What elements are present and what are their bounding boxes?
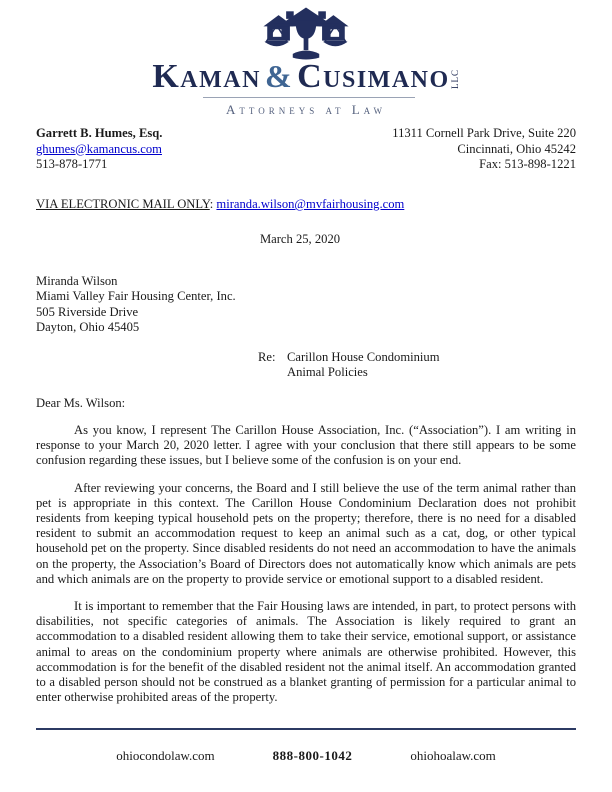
firm-name-second: Cusimano — [297, 58, 450, 95]
footer-divider — [36, 728, 576, 730]
firm-address — [392, 126, 576, 173]
attorney-name: Garrett B. Humes, Esq. — [36, 126, 163, 140]
subject-lines — [287, 350, 440, 381]
firm-address-line2: Cincinnati, Ohio 45242 — [457, 141, 576, 156]
footer-website-right: ohiohoalaw.com — [410, 748, 496, 763]
delivery-method-label: VIA ELECTRONIC MAIL ONLY — [36, 197, 210, 211]
delivery-method-line — [36, 197, 404, 212]
recipient-name: Miranda Wilson — [36, 274, 118, 288]
letter-date: March 25, 2020 — [259, 232, 341, 246]
delivery-separator: : — [209, 197, 217, 211]
firm-address-line1: 11311 Cornell Park Drive, Suite 220 — [392, 126, 576, 140]
firm-ampersand: & — [264, 58, 294, 94]
attorney-contact — [36, 126, 162, 173]
footer-website-left: ohiocondolaw.com — [116, 748, 215, 763]
body-paragraph-2: After reviewing your concerns, the Board and I still believe the use of the term animal rather than pet is appropriate in this context. The Carillon House Condominium Declaration does not prohibit residents from keeping typical household pets on the property; therefore, there is no need for a disabled resident to submit an accommodation request to keep an animal such as a cat, dog, or other typical household pet on the property. Since disabled residents do not need an accommodation to have the animals on the property, the Association’s Board of Directors does not automatically know which animals are pets and which animals are on the property to provide service or emotional support to a disabled resident. — [36, 480, 576, 586]
contact-block — [36, 126, 576, 173]
recipient-address-block — [36, 274, 236, 335]
firm-name — [0, 58, 612, 96]
recipient-city: Dayton, Ohio 45405 — [36, 319, 140, 334]
subject-label: Re: — [258, 350, 276, 364]
subject-line2: Animal Policies — [287, 365, 368, 380]
salutation: Dear Ms. Wilson: — [36, 396, 126, 410]
firm-suffix-llc: LLC — [449, 69, 460, 89]
letter-body — [36, 423, 576, 717]
firm-tagline: Attorneys at Law — [226, 102, 386, 117]
recipient-email-link[interactable]: miranda.wilson@mvfairhousing.com — [216, 197, 405, 211]
firm-fax: Fax: 513-898-1221 — [479, 157, 576, 171]
attorney-email-link[interactable]: ghumes@kamancus.com — [36, 141, 162, 156]
footer-phone: 888-800-1042 — [272, 748, 353, 763]
recipient-organization: Miami Valley Fair Housing Center, Inc. — [36, 289, 236, 304]
firm-name-first: Kaman — [152, 58, 261, 95]
letterhead-divider — [203, 97, 415, 98]
subject-block — [258, 350, 440, 381]
body-paragraph-1: As you know, I represent The Carillon House Association, Inc. (“Association”). I am writing in response to your March 20, 2020 letter. I agree with your conclusion that there still appears to be some confusion regarding these issues, but I believe some of the confusion is on your end. — [36, 423, 576, 468]
footer — [36, 748, 576, 764]
subject-line1: Carillon House Condominium — [287, 350, 440, 364]
body-paragraph-3: It is important to remember that the Fair Housing laws are intended, in part, to protect persons with disabilities, not specific categories of animals. The Association is likely required to grant an accommodation to a disabled resident allowing them to take their service, emotional support, or assistance animal to areas on the condominium property where animals are otherwise prohibited. However, this accommodation is for the benefit of the disabled resident not the animal itself. An accommodation granted to a disabled person should not be construed as a blanket granting of permission for a particular animal to enter otherwise prohibited areas of the property. — [36, 599, 576, 705]
recipient-street: 505 Riverside Drive — [36, 304, 139, 319]
attorney-phone: 513-878-1771 — [36, 157, 108, 171]
